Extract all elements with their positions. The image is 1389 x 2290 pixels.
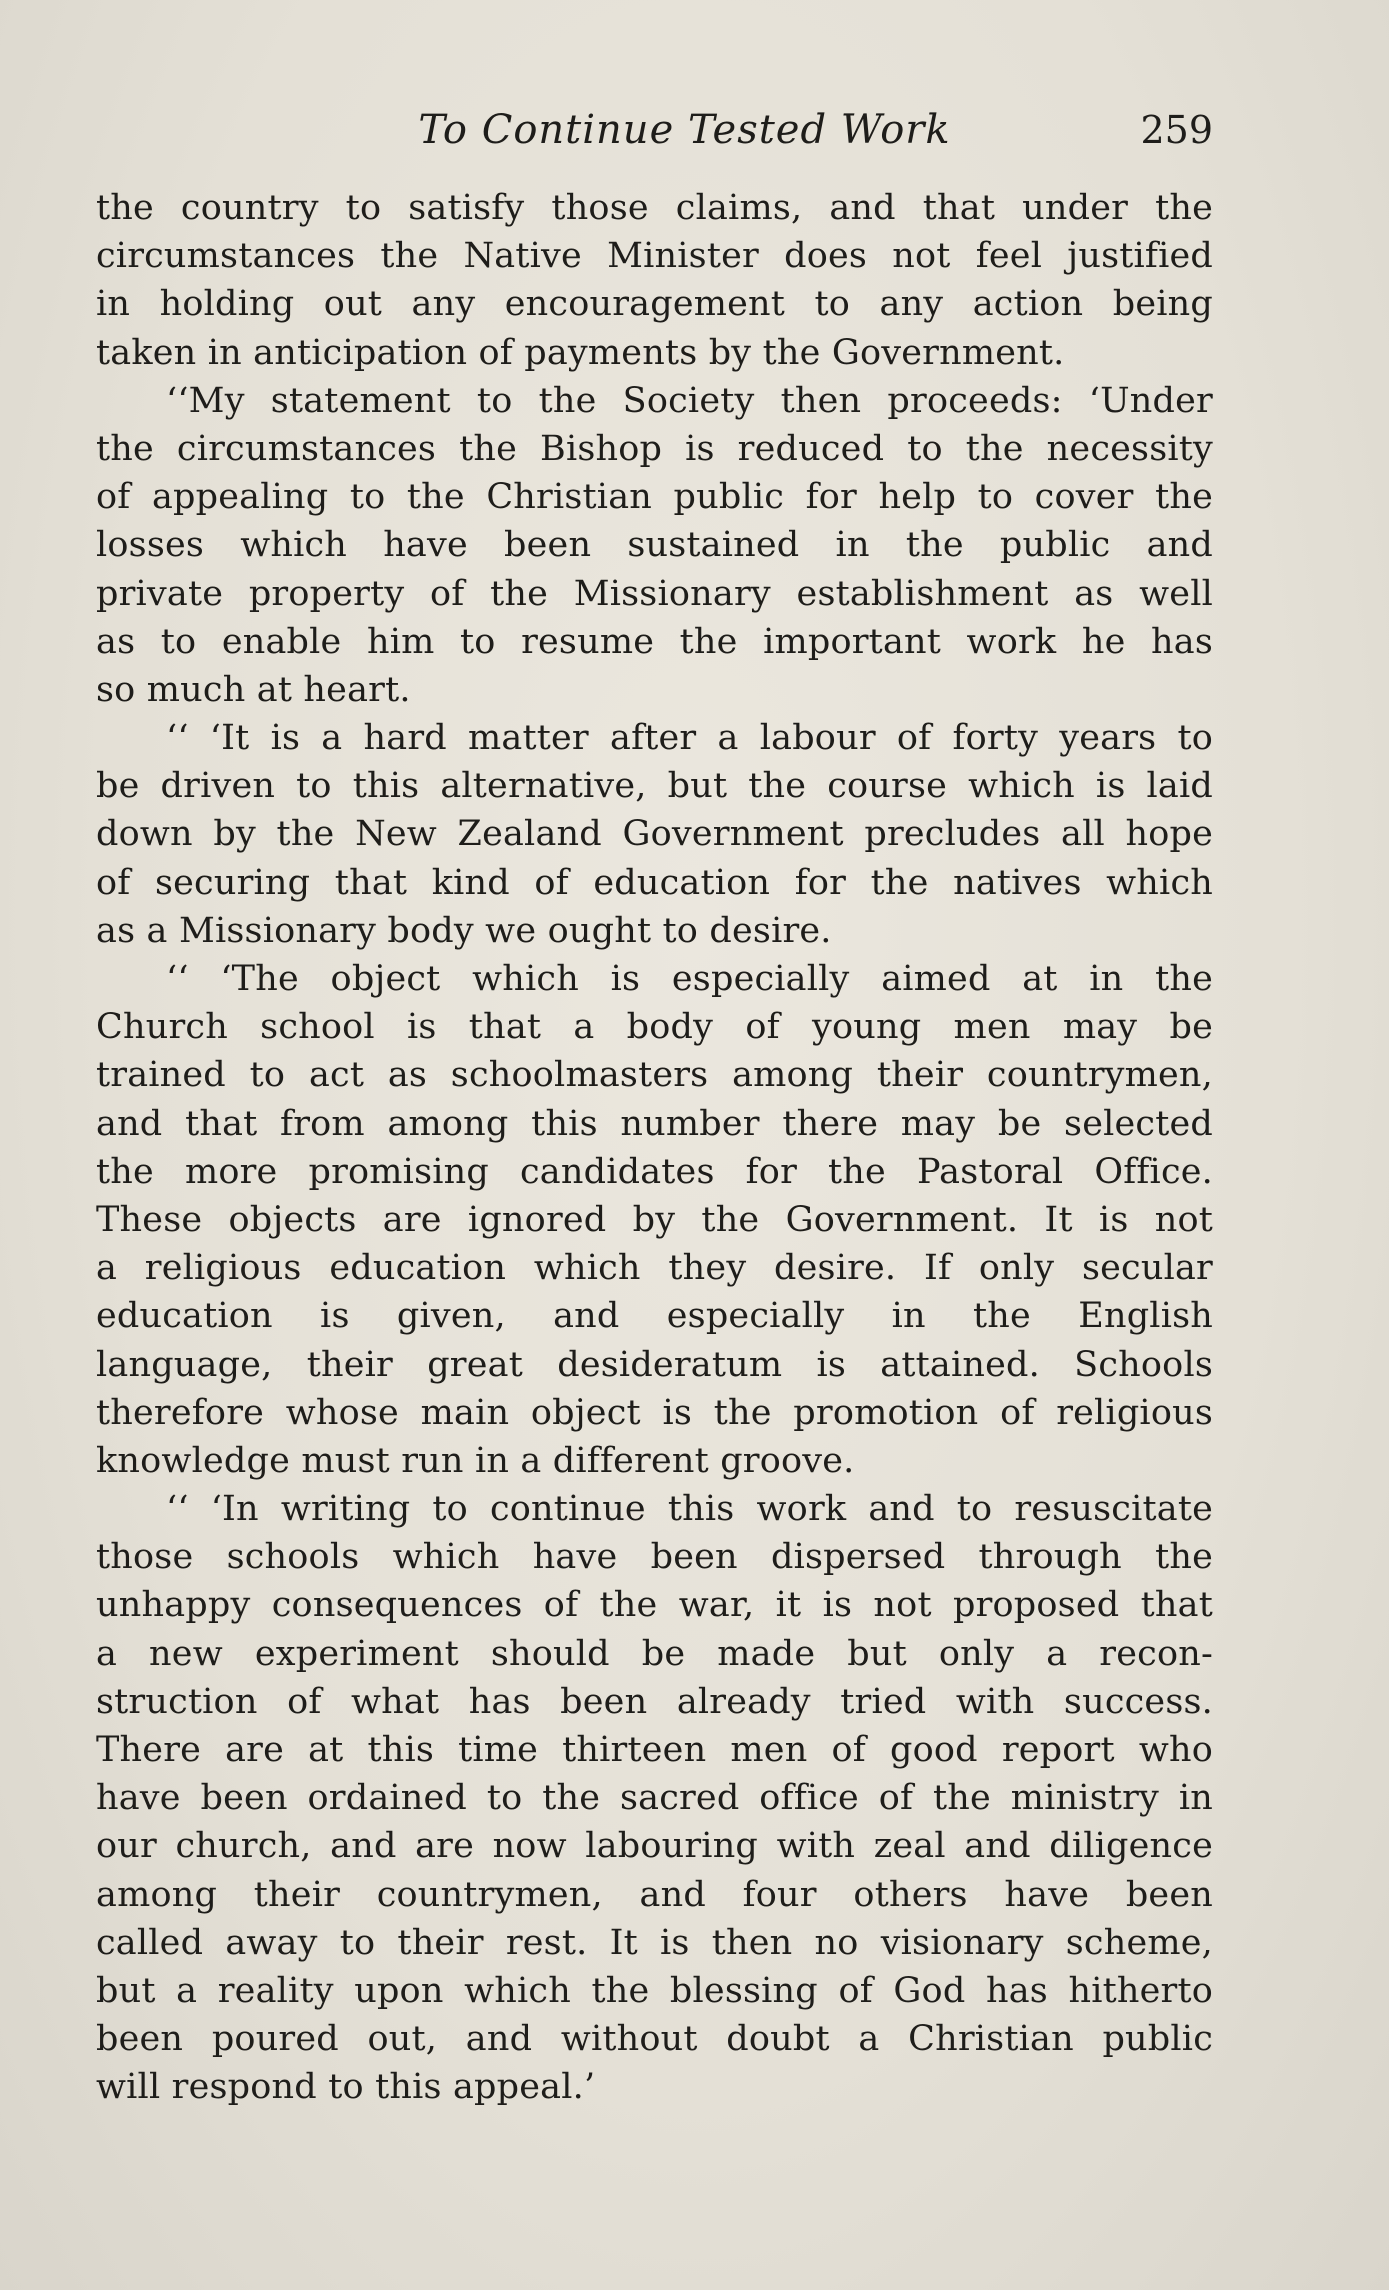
text-line: called away to their rest. It is then no visionary scheme, [96,1922,1213,1963]
text-line: the country to satisfy those claims, and that under the [96,188,1213,228]
text-line: but a reality upon which the blessing of God has hitherto [96,1970,1213,2011]
running-head [96,104,1213,156]
text-line: will respond to this appeal.’ [96,2067,596,2108]
text-line: and that from among this number there may be selected [96,1103,1213,1144]
text-line: a new experiment should be made but only a recon- [96,1633,1213,1674]
text-line: There are at this time thirteen men of good report who [96,1730,1213,1770]
text-line: therefore whose main object is the promotion of religious [96,1392,1213,1433]
text-line: losses which have been sustained in the public and [96,525,1213,566]
text-line: of securing that kind of education for the natives which [96,862,1213,903]
text-line: language, their great desideratum is attained. Schools [96,1344,1213,1385]
text-line: ‘‘ ‘It is a hard matter after a labour of forty years to [166,718,1213,759]
text-line: ‘‘My statement to the Society then proceeds: ‘Under [166,380,1213,421]
text-line: These objects are ignored by the Government. It is not [96,1199,1213,1240]
text-line: our church, and are now labouring with zeal and diligence [96,1826,1213,1867]
text-line: trained to act as schoolmasters among their countrymen, [96,1055,1213,1096]
text-line: private property of the Missionary establishment as well [96,573,1213,614]
page-number: 259 [1140,108,1213,152]
text-line: a religious education which they desire. If only secular [96,1248,1213,1289]
text-line: unhappy consequences of the war, it is not proposed that [96,1585,1213,1626]
text-line: Church school is that a body of young men may be [96,1007,1213,1048]
text-line: circumstances the Native Minister does not feel justified [96,236,1213,277]
text-line: in holding out any encouragement to any action being [96,284,1213,325]
text-line: among their countrymen, and four others have been [96,1874,1213,1915]
text-line: taken in anticipation of payments by the Government. [96,332,1065,373]
text-line: down by the New Zealand Government precludes all hope [96,814,1213,855]
text-line: education is given, and especially in the English [96,1296,1213,1337]
text-line: as to enable him to resume the important work he has [96,621,1213,662]
text-line: ‘‘ ‘In writing to continue this work and to resuscitate [166,1489,1213,1530]
text-line: the more promising candidates for the Pastoral Office. [96,1151,1213,1192]
text-line: so much at heart. [96,669,411,710]
text-line: those schools which have been dispersed through the [96,1537,1213,1578]
text-line: be driven to this alternative, but the course which is laid [96,766,1213,807]
text-line: been poured out, and without doubt a Christian public [96,2019,1213,2060]
text-line: of appealing to the Christian public for help to cover the [96,477,1213,518]
text-line: knowledge must run in a different groove. [96,1440,855,1481]
text-line: ‘‘ ‘The object which is especially aimed at in the [166,959,1213,999]
text-line: have been ordained to the sacred office of the ministry in [96,1778,1213,1819]
text-line: struction of what has been already tried with success. [96,1681,1213,1722]
running-title: To Continue Tested Work [418,107,951,153]
text-line: the circumstances the Bishop is reduced to the necessity [96,428,1213,469]
body-text [96,184,1213,2112]
text-line: as a Missionary body we ought to desire. [96,910,832,951]
